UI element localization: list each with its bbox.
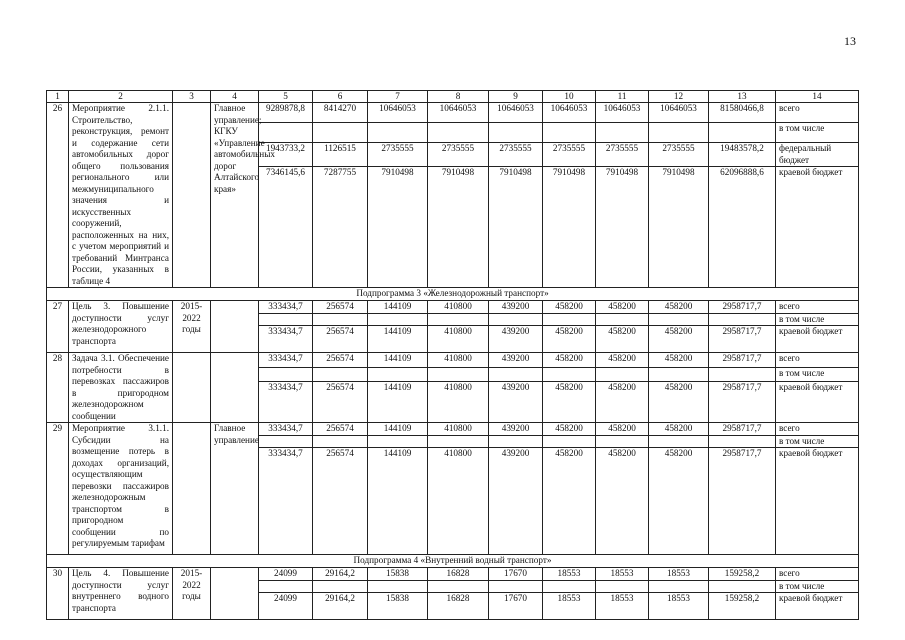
total-label: всего [776, 103, 859, 123]
source-value: 2958717,7 [709, 448, 776, 555]
empty-cell [489, 367, 543, 382]
total-value: 10646053 [649, 103, 709, 123]
table-row [47, 568, 859, 581]
period: 2015-2022 годы [173, 568, 211, 620]
empty-cell [709, 313, 776, 326]
total-value: 410800 [428, 301, 489, 314]
table-row [47, 301, 859, 314]
source-value: 7287755 [313, 167, 368, 288]
budget-table [46, 90, 859, 620]
source-value: 2735555 [543, 143, 596, 167]
total-value: 18553 [543, 568, 596, 581]
source-value: 439200 [489, 448, 543, 555]
empty-cell [259, 435, 313, 448]
total-value: 439200 [489, 353, 543, 368]
total-value: 10646053 [489, 103, 543, 123]
empty-cell [313, 313, 368, 326]
empty-cell [543, 580, 596, 593]
source-label: федеральный бюджет [776, 143, 859, 167]
source-value: 18553 [649, 593, 709, 620]
total-value: 18553 [649, 568, 709, 581]
source-value: 17670 [489, 593, 543, 620]
total-value: 10646053 [543, 103, 596, 123]
source-value: 458200 [596, 448, 649, 555]
total-value: 9289878,8 [259, 103, 313, 123]
executor: Главное управление; КГКУ «Управление автомобильных дорог Алтайского края» [211, 103, 259, 288]
total-value: 81580466,8 [709, 103, 776, 123]
total-value: 458200 [596, 353, 649, 368]
empty-cell [259, 367, 313, 382]
empty-cell [313, 123, 368, 143]
total-value: 458200 [649, 423, 709, 436]
total-label: всего [776, 301, 859, 314]
total-value: 29164,2 [313, 568, 368, 581]
empty-cell [313, 580, 368, 593]
source-label: краевой бюджет [776, 167, 859, 288]
empty-cell [596, 367, 649, 382]
including-label: в том числе [776, 367, 859, 382]
empty-cell [428, 367, 489, 382]
measure-name: Цель 4. Повышение доступности услуг внутреннего водного транспорта [69, 568, 173, 620]
column-header: 12 [649, 91, 709, 103]
empty-cell [709, 367, 776, 382]
empty-cell [259, 313, 313, 326]
empty-cell [596, 123, 649, 143]
including-label: в том числе [776, 313, 859, 326]
total-value: 458200 [543, 423, 596, 436]
source-value: 19483578,2 [709, 143, 776, 167]
source-label: краевой бюджет [776, 382, 859, 423]
empty-cell [709, 580, 776, 593]
total-value: 458200 [543, 353, 596, 368]
empty-cell [596, 313, 649, 326]
source-label: краевой бюджет [776, 448, 859, 555]
page-number: 13 [844, 34, 856, 48]
empty-cell [649, 580, 709, 593]
source-value: 62096888,6 [709, 167, 776, 288]
column-header: 6 [313, 91, 368, 103]
source-value: 410800 [428, 382, 489, 423]
source-value: 1943733,2 [259, 143, 313, 167]
empty-cell [709, 435, 776, 448]
including-label: в том числе [776, 580, 859, 593]
row-number: 29 [47, 423, 69, 555]
source-value: 2735555 [428, 143, 489, 167]
total-value: 439200 [489, 423, 543, 436]
executor [211, 301, 259, 353]
empty-cell [649, 123, 709, 143]
source-value: 458200 [649, 382, 709, 423]
source-value: 439200 [489, 382, 543, 423]
total-value: 439200 [489, 301, 543, 314]
source-value: 1126515 [313, 143, 368, 167]
total-value: 18553 [596, 568, 649, 581]
total-value: 10646053 [428, 103, 489, 123]
total-value: 458200 [649, 353, 709, 368]
total-value: 458200 [649, 301, 709, 314]
column-header: 2 [69, 91, 173, 103]
source-value: 333434,7 [259, 326, 313, 353]
table-row [47, 103, 859, 123]
total-value: 2958717,7 [709, 353, 776, 368]
including-label: в том числе [776, 435, 859, 448]
measure-name: Цель 3. Повышение доступности услуг железнодорожного транспорта [69, 301, 173, 353]
source-value: 256574 [313, 326, 368, 353]
total-value: 2958717,7 [709, 301, 776, 314]
source-value: 256574 [313, 382, 368, 423]
source-value: 7910498 [368, 167, 428, 288]
source-value: 18553 [543, 593, 596, 620]
subprogram-heading-row [47, 555, 859, 568]
total-value: 333434,7 [259, 301, 313, 314]
empty-cell [313, 367, 368, 382]
source-value: 159258,2 [709, 593, 776, 620]
empty-cell [543, 123, 596, 143]
subprogram-heading-row [47, 288, 859, 301]
source-value: 2735555 [649, 143, 709, 167]
period [173, 423, 211, 555]
total-value: 256574 [313, 301, 368, 314]
total-value: 159258,2 [709, 568, 776, 581]
source-value: 458200 [649, 448, 709, 555]
total-value: 10646053 [596, 103, 649, 123]
source-value: 458200 [649, 326, 709, 353]
table-row [47, 423, 859, 436]
empty-cell [489, 580, 543, 593]
measure-name: Задача 3.1. Обеспечение потребности в перевозках пассажиров в пригородном железнодорожном сообщении [69, 353, 173, 423]
source-value: 7910498 [543, 167, 596, 288]
source-value: 256574 [313, 448, 368, 555]
total-value: 458200 [543, 301, 596, 314]
empty-cell [596, 435, 649, 448]
column-header: 7 [368, 91, 428, 103]
empty-cell [368, 580, 428, 593]
empty-cell [489, 123, 543, 143]
column-header: 14 [776, 91, 859, 103]
column-header: 13 [709, 91, 776, 103]
source-value: 333434,7 [259, 448, 313, 555]
empty-cell [428, 580, 489, 593]
empty-cell [709, 123, 776, 143]
empty-cell [313, 435, 368, 448]
empty-cell [259, 123, 313, 143]
empty-cell [368, 367, 428, 382]
executor [211, 353, 259, 423]
source-value: 458200 [543, 448, 596, 555]
total-value: 16828 [428, 568, 489, 581]
source-value: 2735555 [489, 143, 543, 167]
total-label: всего [776, 568, 859, 581]
source-value: 144109 [368, 448, 428, 555]
total-value: 458200 [596, 423, 649, 436]
total-value: 333434,7 [259, 353, 313, 368]
source-label: краевой бюджет [776, 593, 859, 620]
period [173, 353, 211, 423]
source-value: 458200 [543, 382, 596, 423]
column-header: 8 [428, 91, 489, 103]
column-header: 4 [211, 91, 259, 103]
column-header: 3 [173, 91, 211, 103]
source-value: 15838 [368, 593, 428, 620]
period: 2015-2022 годы [173, 301, 211, 353]
empty-cell [428, 435, 489, 448]
total-value: 24099 [259, 568, 313, 581]
total-value: 410800 [428, 353, 489, 368]
empty-cell [543, 367, 596, 382]
source-value: 458200 [543, 326, 596, 353]
source-value: 7910498 [649, 167, 709, 288]
row-number: 30 [47, 568, 69, 620]
empty-cell [368, 313, 428, 326]
source-value: 410800 [428, 326, 489, 353]
total-value: 144109 [368, 423, 428, 436]
total-value: 458200 [596, 301, 649, 314]
source-value: 439200 [489, 326, 543, 353]
source-value: 2958717,7 [709, 326, 776, 353]
column-header: 5 [259, 91, 313, 103]
subprogram-heading: Подпрограмма 4 «Внутренний водный транспорт» [47, 555, 859, 568]
empty-cell [596, 580, 649, 593]
source-value: 7910498 [489, 167, 543, 288]
table-row [47, 353, 859, 368]
total-value: 144109 [368, 353, 428, 368]
column-header-row [47, 91, 859, 103]
source-value: 16828 [428, 593, 489, 620]
empty-cell [543, 313, 596, 326]
column-header: 9 [489, 91, 543, 103]
source-value: 144109 [368, 382, 428, 423]
measure-name: Мероприятие 3.1.1. Субсидии на возмещение потерь в доходах организаций, осуществляющим перевозки пассажиров железнодорожным транспортом в пригородном сообщении по регулируемым тарифам [69, 423, 173, 555]
source-value: 333434,7 [259, 382, 313, 423]
row-number: 28 [47, 353, 69, 423]
total-value: 410800 [428, 423, 489, 436]
total-value: 15838 [368, 568, 428, 581]
source-value: 458200 [596, 382, 649, 423]
total-value: 2958717,7 [709, 423, 776, 436]
empty-cell [489, 313, 543, 326]
source-value: 7346145,6 [259, 167, 313, 288]
source-value: 2958717,7 [709, 382, 776, 423]
total-value: 144109 [368, 301, 428, 314]
total-value: 256574 [313, 423, 368, 436]
column-header: 10 [543, 91, 596, 103]
row-number: 26 [47, 103, 69, 288]
source-value: 2735555 [368, 143, 428, 167]
empty-cell [489, 435, 543, 448]
empty-cell [368, 123, 428, 143]
including-label: в том числе [776, 123, 859, 143]
period [173, 103, 211, 288]
subprogram-heading: Подпрограмма 3 «Железнодорожный транспорт» [47, 288, 859, 301]
empty-cell [649, 435, 709, 448]
column-header: 1 [47, 91, 69, 103]
executor [211, 568, 259, 620]
empty-cell [259, 580, 313, 593]
total-value: 256574 [313, 353, 368, 368]
total-value: 10646053 [368, 103, 428, 123]
row-number: 27 [47, 301, 69, 353]
total-label: всего [776, 423, 859, 436]
source-value: 7910498 [428, 167, 489, 288]
empty-cell [428, 123, 489, 143]
empty-cell [649, 367, 709, 382]
source-value: 18553 [596, 593, 649, 620]
source-label: краевой бюджет [776, 326, 859, 353]
total-label: всего [776, 353, 859, 368]
source-value: 29164,2 [313, 593, 368, 620]
measure-name: Мероприятие 2.1.1. Строительство, реконструкция, ремонт и содержание сети автомобильных дорог общего пользования регионального или межмуниципального значения и искусственных сооружений, расположенных на них, с учетом мероприятий и требований Минтранса России, указанных в таблице 4 [69, 103, 173, 288]
empty-cell [428, 313, 489, 326]
column-header: 11 [596, 91, 649, 103]
source-value: 144109 [368, 326, 428, 353]
total-value: 17670 [489, 568, 543, 581]
source-value: 410800 [428, 448, 489, 555]
empty-cell [543, 435, 596, 448]
executor: Главное управление [211, 423, 259, 555]
source-value: 7910498 [596, 167, 649, 288]
empty-cell [649, 313, 709, 326]
source-value: 458200 [596, 326, 649, 353]
source-value: 24099 [259, 593, 313, 620]
empty-cell [368, 435, 428, 448]
total-value: 333434,7 [259, 423, 313, 436]
total-value: 8414270 [313, 103, 368, 123]
source-value: 2735555 [596, 143, 649, 167]
